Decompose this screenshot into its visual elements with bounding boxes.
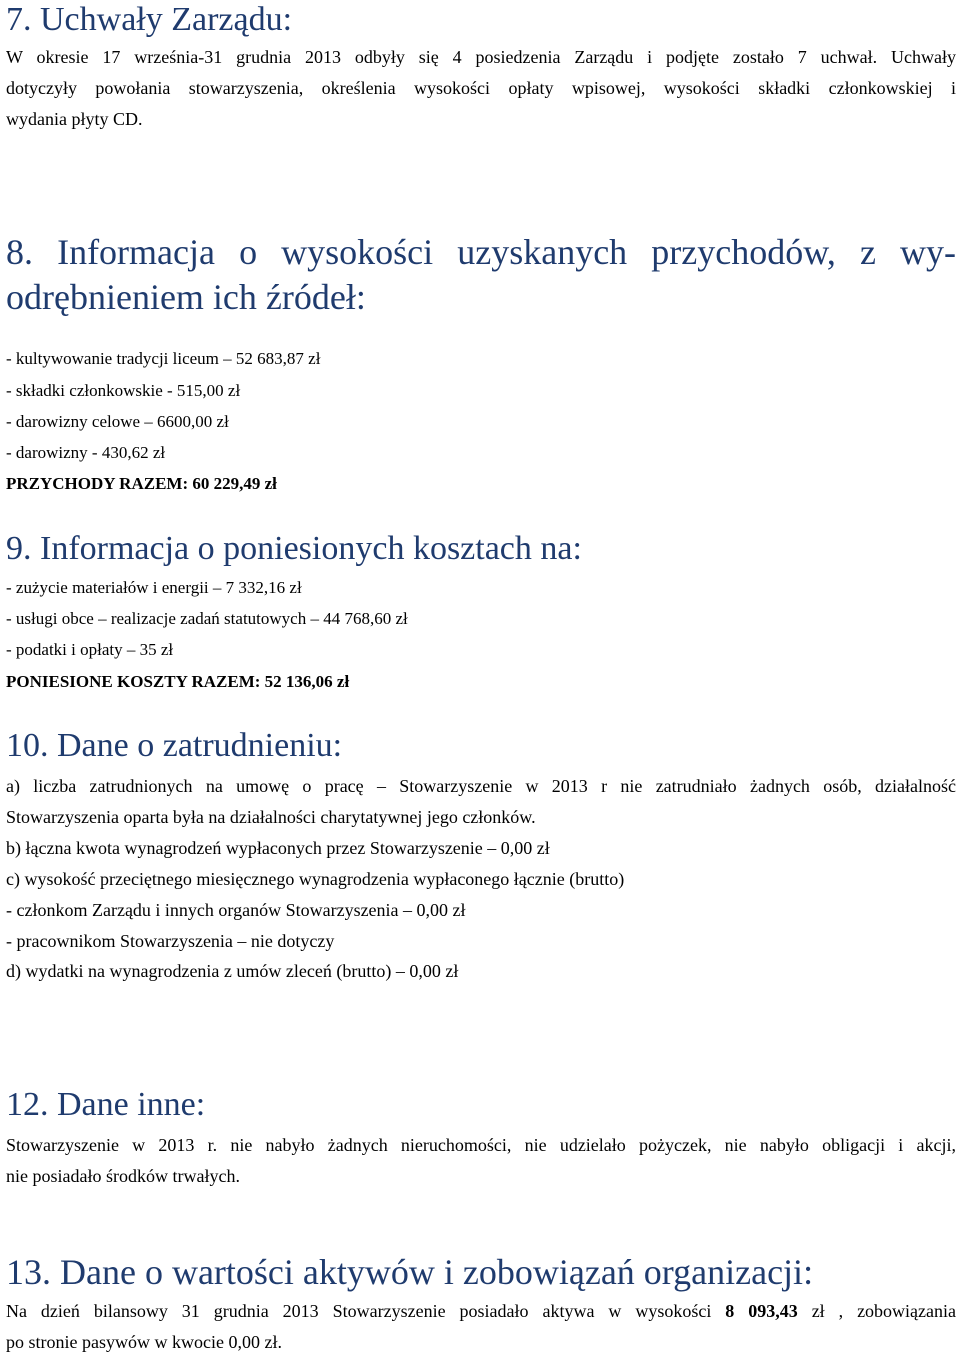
section-12-line-1: Stowarzyszenie w 2013 r. nie nabyło żadnych nieruchomości, nie udzielało pożyczek, nie nabyło obligacji i akcji, xyxy=(6,1135,956,1155)
income-item: - darowizny celowe – 6600,00 zł xyxy=(6,412,229,431)
cost-total: PONIESIONE KOSZTY RAZEM: 52 136,06 zł xyxy=(6,672,350,691)
section-8-heading-line-1: 8. Informacja o wysokości uzyskanych przychodów, z wy- xyxy=(6,232,956,272)
employment-a-line-2: Stowarzyszenia oparta była na działalności charytatywnej jego członków. xyxy=(6,807,536,827)
liabilities-text: zł , zobowiązania xyxy=(811,1301,957,1321)
employment-a-line-1: a) liczba zatrudnionych na umowę o pracę – Stowarzyszenie w 2013 r nie zatrudniało żadnych osób, działalność xyxy=(6,776,956,796)
employment-d: d) wydatki na wynagrodzenia z umów zleceń (brutto) – 0,00 zł xyxy=(6,961,459,981)
section-9-heading: 9. Informacja o poniesionych kosztach na: xyxy=(6,530,582,567)
cost-item: - usługi obce – realizacje zadań statutowych – 44 768,60 zł xyxy=(6,609,408,628)
section-13-line-2: po stronie pasywów w kwocie 0,00 zł. xyxy=(6,1332,282,1352)
assets-text: Na dzień bilansowy 31 grudnia 2013 Stowarzyszenie posiadało aktywa w wysokości xyxy=(6,1301,712,1321)
income-item: - darowizny - 430,62 zł xyxy=(6,443,166,462)
section-13-line-1 xyxy=(6,1296,956,1326)
cost-item: - podatki i opłaty – 35 zł xyxy=(6,640,174,659)
employment-c-staff: - pracownikom Stowarzyszenia – nie dotyczy xyxy=(6,931,335,951)
section-7-line-2: dotyczyły powołania stowarzyszenia, określenia wysokości opłaty wpisowej, wysokości składki członkowskiej i xyxy=(6,78,956,98)
section-12-heading: 12. Dane inne: xyxy=(6,1086,206,1123)
section-13-heading: 13. Dane o wartości aktywów i zobowiązań organizacji: xyxy=(6,1252,814,1292)
income-item: - kultywowanie tradycji liceum – 52 683,87 zł xyxy=(6,349,321,368)
section-7-line-3: wydania płyty CD. xyxy=(6,109,143,129)
assets-amount: 8 093,43 xyxy=(725,1301,798,1321)
employment-c: c) wysokość przeciętnego miesięcznego wynagrodzenia wypłaconego łącznie (brutto) xyxy=(6,869,625,889)
employment-c-board: - członkom Zarządu i innych organów Stowarzyszenia – 0,00 zł xyxy=(6,900,466,920)
section-7-heading: 7. Uchwały Zarządu: xyxy=(6,1,293,38)
section-7-line-1: W okresie 17 września-31 grudnia 2013 odbyły się 4 posiedzenia Zarządu i podjęte zostało 7 uchwał. Uchwały xyxy=(6,47,956,67)
income-total: PRZYCHODY RAZEM: 60 229,49 zł xyxy=(6,474,277,493)
income-item: - składki członkowskie - 515,00 zł xyxy=(6,381,241,400)
section-12-line-2: nie posiadało środków trwałych. xyxy=(6,1166,240,1186)
section-10-heading: 10. Dane o zatrudnieniu: xyxy=(6,727,343,764)
cost-item: - zużycie materiałów i energii – 7 332,16 zł xyxy=(6,578,302,597)
section-8-heading-line-2: odrębnieniem ich źródeł: xyxy=(6,277,366,317)
employment-b: b) łączna kwota wynagrodzeń wypłaconych przez Stowarzyszenie – 0,00 zł xyxy=(6,838,550,858)
